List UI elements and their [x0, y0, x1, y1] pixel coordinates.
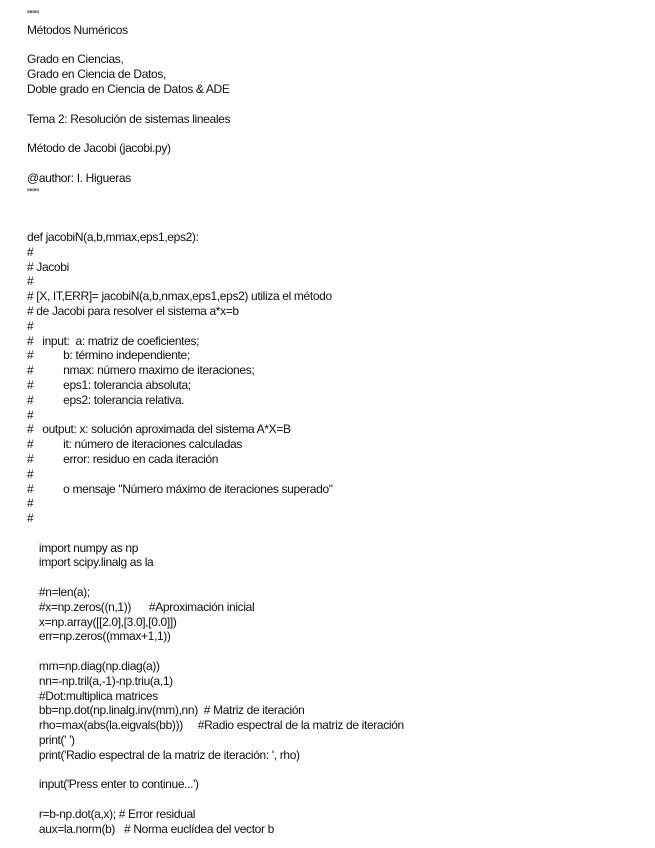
- code-line: err=np.zeros((mmax+1,1)): [27, 629, 171, 644]
- code-line: @author: I. Higueras: [27, 170, 131, 185]
- code-line: # input: a: matriz de coeficientes;: [27, 333, 200, 348]
- code-line: [27, 126, 404, 141]
- code-line: Grado en Ciencias,: [27, 52, 124, 67]
- code-line: #: [27, 318, 34, 333]
- code-line: #: [27, 511, 34, 526]
- code-line: # b: término independiente;: [27, 348, 190, 363]
- code-line: #n=len(a);: [27, 585, 90, 600]
- code-line: [27, 215, 404, 230]
- code-line: [27, 570, 404, 585]
- code-line: """: [27, 185, 39, 200]
- code-line: r=b-np.dot(a,x); # Error residual: [27, 807, 196, 822]
- code-line: #Dot:multiplica matrices: [27, 688, 158, 703]
- code-line: Método de Jacobi (jacobi.py): [27, 141, 171, 156]
- source-code-document: [27, 8, 404, 837]
- code-line: [27, 644, 404, 659]
- code-line: # de Jacobi para resolver el sistema a*x=b: [27, 303, 239, 318]
- code-line: #: [27, 274, 34, 289]
- code-line: import scipy.linalg as la: [27, 555, 154, 570]
- code-line: # [X, IT,ERR]= jacobiN(a,b,nmax,eps1,eps2) utiliza el método: [27, 289, 332, 304]
- code-line: rho=max(abs(la.eigvals(bb))) #Radio espectral de la matriz de iteración: [27, 718, 404, 733]
- code-line: # it: número de iteraciones calculadas: [27, 437, 243, 452]
- code-line: aux=la.norm(b) # Norma euclídea del vector b: [27, 821, 274, 836]
- code-line: # nmax: número maximo de iteraciones;: [27, 363, 255, 378]
- code-line: # o mensaje "Número máximo de iteraciones superado": [27, 481, 333, 496]
- code-line: # output: x: solución aproximada del sistema A*X=B: [27, 422, 291, 437]
- code-line: input('Press enter to continue...'): [27, 777, 199, 792]
- code-line: #: [27, 407, 34, 422]
- code-line: print(' '): [27, 733, 75, 748]
- code-line: """: [27, 8, 39, 22]
- code-line: print('Radio espectral de la matriz de iteración: ', rho): [27, 747, 300, 762]
- code-line: [27, 156, 404, 171]
- code-line: Doble grado en Ciencia de Datos & ADE: [27, 81, 230, 96]
- code-line: Grado en Ciencia de Datos,: [27, 67, 166, 82]
- code-line: # Jacobi: [27, 259, 69, 274]
- code-line: #x=np.zeros((n,1)) #Aproximación inicial: [27, 599, 255, 614]
- code-line: [27, 200, 404, 215]
- code-line: bb=np.dot(np.linalg.inv(mm),nn) # Matriz de iteración: [27, 703, 305, 718]
- code-line: #: [27, 466, 34, 481]
- code-line: Tema 2: Resolución de sistemas lineales: [27, 111, 231, 126]
- code-line: x=np.array([[2.0],[3.0],[0.0]]): [27, 614, 177, 629]
- code-line: [27, 763, 404, 778]
- code-line: # eps1: tolerancia absoluta;: [27, 377, 191, 392]
- code-line: # eps2: tolerancia relativa.: [27, 392, 185, 407]
- code-line: def jacobiN(a,b,mmax,eps1,eps2):: [27, 229, 199, 244]
- code-line: nn=-np.tril(a,-1)-np.triu(a,1): [27, 673, 173, 688]
- code-line: mm=np.diag(np.diag(a)): [27, 659, 160, 674]
- code-line: [27, 97, 404, 112]
- code-line: #: [27, 244, 34, 259]
- code-line: [27, 526, 404, 541]
- code-line: [27, 792, 404, 807]
- code-line: [27, 38, 404, 53]
- code-line: #: [27, 496, 34, 511]
- code-line: Métodos Numéricos: [27, 22, 128, 37]
- code-line: # error: residuo en cada iteración: [27, 451, 219, 466]
- code-line: import numpy as np: [27, 540, 139, 555]
